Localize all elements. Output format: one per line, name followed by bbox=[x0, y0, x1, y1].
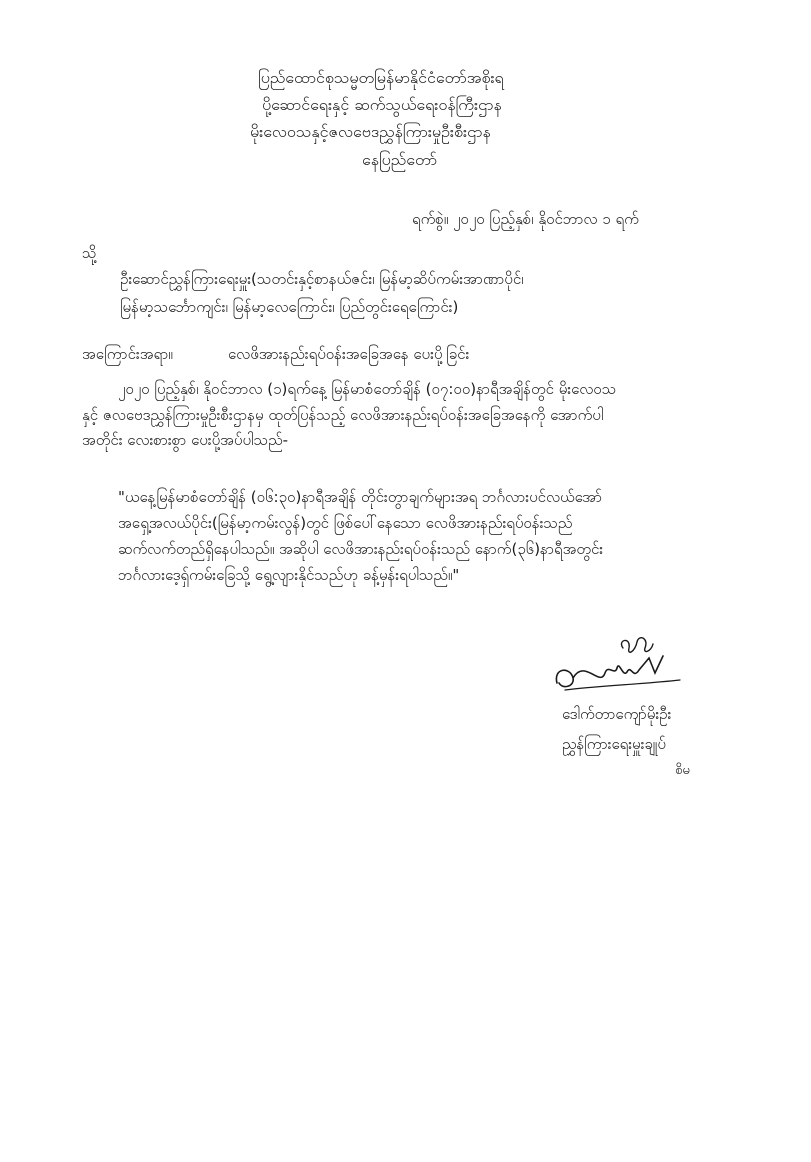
signatory-name: ဒေါက်တာကျော်မိုးဦး bbox=[562, 705, 672, 723]
letterhead-line-2: ပို့ဆောင်ရေးနှင့် ဆက်သွယ်ရေးဝန်ကြီးဌာန bbox=[262, 95, 502, 114]
quote-line-3: ဆက်လက်တည်ရှိနေပါသည်။ အဆိုပါ လေဖိအားနည်းရပ်ဝန်းသည် နောက်(၃၆)နာရီအတွင်း bbox=[118, 540, 604, 558]
quote-line-2: အရှေ့အလယ်ပိုင်း(မြန်မာ့ကမ်းလွန်)တွင် ဖြစ်ပေါ်နေသော လေဖိအားနည်းရပ်ဝန်းသည် bbox=[118, 514, 573, 532]
letterhead-line-1: ပြည်ထောင်စုသမ္မတမြန်မာနိုင်ငံတော်အစိုးရ bbox=[258, 68, 504, 87]
quote-line-4: ဘင်္ဂလားဒေ့ရှ်ကမ်းခြေသို့ ရွေ့လျားနိုင်သည်ဟု ခန့်မှန်းရပါသည်။" bbox=[118, 566, 460, 584]
reference-date: ရက်စွဲ။ ၂၀၂၀ ပြည့်နှစ်၊ နိုဝင်ဘာလ ၁ ရက် bbox=[412, 210, 639, 228]
quote-line-1: "ယနေ့မြန်မာစံတော်ချိန် (၀၆:၃၀)နာရီအချိန် တိုင်းတွာချက်များအရ ဘင်္ဂလားပင်လယ်အော် bbox=[118, 488, 603, 506]
letterhead-line-4: နေပြည်တော် bbox=[362, 150, 438, 169]
subject-text: လေဖိအားနည်းရပ်ဝန်းအခြေအနေ ပေးပို့ခြင်း bbox=[228, 345, 470, 363]
body-line-2: နှင့် ဇလဗေဒညွှန်ကြားမှုဦးစီးဌာနမှ ထုတ်ပြန်သည့် လေဖိအားနည်းရပ်ဝန်းအခြေအနေကို အောက်ပါ bbox=[82, 406, 604, 424]
recipient-line-2: မြန်မာ့သင်္ဘောကျင်း၊ မြန်မာ့လေကြောင်း၊ ပြည်တွင်းရေကြောင်း) bbox=[120, 298, 459, 316]
signatory-initial: စိမ bbox=[675, 763, 690, 778]
body-line-1: ၂၀၂၀ ပြည့်နှစ်၊ နိုဝင်ဘာလ (၁)ရက်နေ့ မြန်မာစံတော်ချိန် (၀၇:၀၀)နာရီအချိန်တွင် မိုးလေဝသ bbox=[118, 380, 617, 398]
handwritten-signature bbox=[545, 628, 695, 698]
signatory-title: ညွှန်ကြားရေးမှူးချုပ် bbox=[562, 735, 666, 753]
subject-label: အကြောင်းအရာ။ bbox=[82, 345, 173, 363]
recipient-line-1: ဦးဆောင်ညွှန်ကြားရေးမှူး(သတင်းနှင့်စာနယ်ဇင်း၊ မြန်မာ့ဆိပ်ကမ်းအာဏာပိုင်၊ bbox=[120, 270, 524, 288]
to-label: သို့ bbox=[82, 244, 97, 262]
letterhead-line-3: မိုးလေဝသနှင့်ဇလဗေဒညွှန်ကြားမှုဦးစီးဌာန bbox=[250, 122, 491, 141]
body-line-3: အတိုင်း လေးစားစွာ ပေးပို့အပ်ပါသည်- bbox=[82, 431, 289, 449]
